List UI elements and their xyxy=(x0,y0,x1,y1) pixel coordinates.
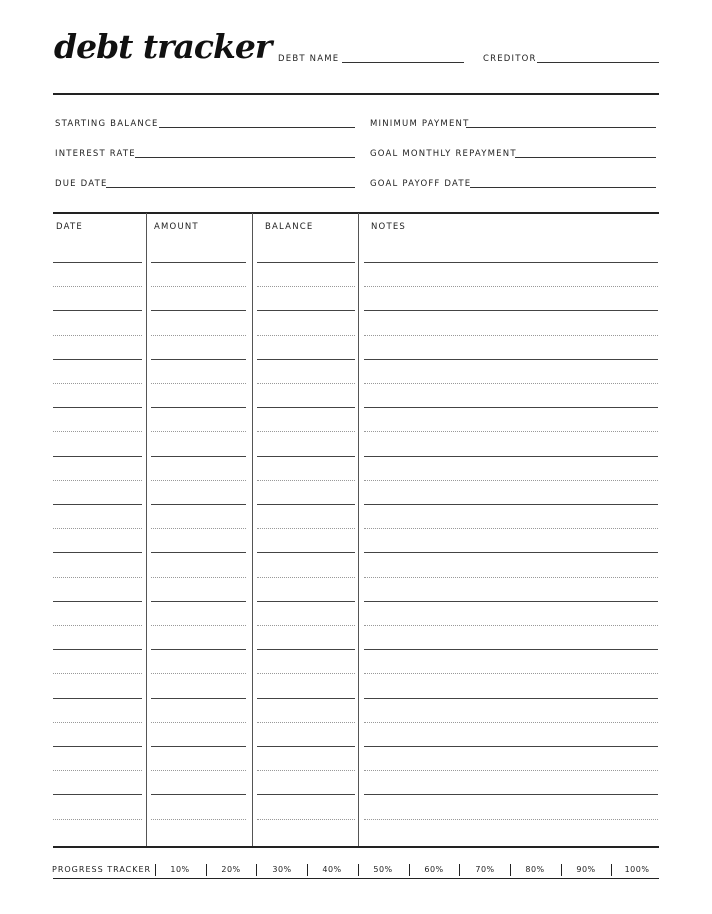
table-cell-line[interactable] xyxy=(257,673,355,674)
goal-payoff-date-label: GOAL PAYOFF DATE xyxy=(370,179,472,189)
progress-step-divider xyxy=(611,864,612,876)
creditor-label: CREDITOR xyxy=(483,54,537,64)
table-cell-line[interactable] xyxy=(151,528,246,529)
table-cell-line[interactable] xyxy=(364,335,658,336)
page-title: debt tracker xyxy=(54,27,272,66)
progress-step[interactable]: 80% xyxy=(525,865,545,874)
table-cell-line[interactable] xyxy=(364,673,658,674)
table-cell-line[interactable] xyxy=(257,746,355,747)
table-cell-line[interactable] xyxy=(151,480,246,481)
progress-step-divider xyxy=(206,864,207,876)
progress-step-divider xyxy=(155,864,156,876)
goal-monthly-repayment-field[interactable] xyxy=(515,157,656,158)
table-cell-line[interactable] xyxy=(364,504,658,505)
table-cell-line[interactable] xyxy=(53,335,142,336)
table-cell-line[interactable] xyxy=(53,819,142,820)
table-cell-line[interactable] xyxy=(364,359,658,360)
table-cell-line[interactable] xyxy=(151,794,246,795)
due-date-field[interactable] xyxy=(106,187,355,188)
progress-step[interactable]: 60% xyxy=(424,865,444,874)
column-separator xyxy=(252,213,253,846)
table-cell-line[interactable] xyxy=(151,625,246,626)
starting-balance-field[interactable] xyxy=(159,127,355,128)
table-cell-line[interactable] xyxy=(364,794,658,795)
table-cell-line[interactable] xyxy=(257,794,355,795)
progress-step[interactable]: 30% xyxy=(272,865,292,874)
table-cell-line[interactable] xyxy=(364,431,658,432)
debt-name-field[interactable] xyxy=(342,62,464,63)
table-cell-line[interactable] xyxy=(53,746,142,747)
column-header-notes: NOTES xyxy=(371,222,407,232)
table-cell-line[interactable] xyxy=(53,383,142,384)
table-cell-line[interactable] xyxy=(151,407,246,408)
table-cell-line[interactable] xyxy=(257,407,355,408)
progress-step-divider xyxy=(358,864,359,876)
table-cell-line[interactable] xyxy=(53,577,142,578)
table-cell-line[interactable] xyxy=(53,456,142,457)
progress-step-divider xyxy=(510,864,511,876)
progress-step[interactable]: 70% xyxy=(475,865,495,874)
table-cell-line[interactable] xyxy=(53,601,142,602)
table-cell-line[interactable] xyxy=(151,601,246,602)
progress-step[interactable]: 100% xyxy=(624,865,650,874)
table-cell-line[interactable] xyxy=(364,649,658,650)
table-cell-line[interactable] xyxy=(364,819,658,820)
progress-step[interactable]: 50% xyxy=(373,865,393,874)
table-cell-line[interactable] xyxy=(257,286,355,287)
column-separator xyxy=(146,213,147,846)
table-cell-line[interactable] xyxy=(364,383,658,384)
column-header-amount: AMOUNT xyxy=(154,222,199,232)
table-cell-line[interactable] xyxy=(257,431,355,432)
table-cell-line[interactable] xyxy=(151,310,246,311)
table-cell-line[interactable] xyxy=(151,819,246,820)
table-cell-line[interactable] xyxy=(364,552,658,553)
table-cell-line[interactable] xyxy=(53,722,142,723)
table-cell-line[interactable] xyxy=(257,359,355,360)
table-cell-line[interactable] xyxy=(53,407,142,408)
table-cell-line[interactable] xyxy=(364,722,658,723)
table-cell-line[interactable] xyxy=(53,480,142,481)
table-cell-line[interactable] xyxy=(257,310,355,311)
table-cell-line[interactable] xyxy=(151,262,246,263)
interest-rate-label: INTEREST RATE xyxy=(55,149,136,159)
table-bottom-divider xyxy=(53,846,659,848)
table-cell-line[interactable] xyxy=(257,819,355,820)
goal-payoff-date-field[interactable] xyxy=(470,187,656,188)
table-cell-line[interactable] xyxy=(151,286,246,287)
table-cell-line[interactable] xyxy=(53,504,142,505)
table-cell-line[interactable] xyxy=(151,770,246,771)
table-cell-line[interactable] xyxy=(257,577,355,578)
table-cell-line[interactable] xyxy=(364,310,658,311)
progress-step-divider xyxy=(256,864,257,876)
table-cell-line[interactable] xyxy=(364,286,658,287)
minimum-payment-label: MINIMUM PAYMENT xyxy=(370,119,470,129)
table-cell-line[interactable] xyxy=(151,649,246,650)
table-cell-line[interactable] xyxy=(257,335,355,336)
goal-monthly-repayment-label: GOAL MONTHLY REPAYMENT xyxy=(370,149,517,159)
table-cell-line[interactable] xyxy=(364,480,658,481)
due-date-label: DUE DATE xyxy=(55,179,108,189)
table-cell-line[interactable] xyxy=(151,456,246,457)
table-cell-line[interactable] xyxy=(257,770,355,771)
table-cell-line[interactable] xyxy=(257,552,355,553)
table-cell-line[interactable] xyxy=(53,359,142,360)
table-cell-line[interactable] xyxy=(53,552,142,553)
progress-tracker-label: PROGRESS TRACKER xyxy=(52,865,152,874)
table-cell-line[interactable] xyxy=(151,746,246,747)
table-cell-line[interactable] xyxy=(364,456,658,457)
table-cell-line[interactable] xyxy=(151,504,246,505)
progress-step[interactable]: 40% xyxy=(322,865,342,874)
table-cell-line[interactable] xyxy=(257,480,355,481)
table-cell-line[interactable] xyxy=(364,770,658,771)
table-cell-line[interactable] xyxy=(257,528,355,529)
table-cell-line[interactable] xyxy=(151,673,246,674)
progress-step-divider xyxy=(459,864,460,876)
progress-step-divider xyxy=(561,864,562,876)
interest-rate-field[interactable] xyxy=(135,157,355,158)
table-cell-line[interactable] xyxy=(53,625,142,626)
table-cell-line[interactable] xyxy=(53,649,142,650)
table-cell-line[interactable] xyxy=(53,262,142,263)
table-cell-line[interactable] xyxy=(257,649,355,650)
minimum-payment-field[interactable] xyxy=(466,127,656,128)
table-cell-line[interactable] xyxy=(364,528,658,529)
progress-step-divider xyxy=(307,864,308,876)
table-cell-line[interactable] xyxy=(151,698,246,699)
table-cell-line[interactable] xyxy=(53,431,142,432)
progress-baseline xyxy=(53,878,659,879)
debt-name-label: DEBT NAME xyxy=(278,54,340,64)
table-cell-line[interactable] xyxy=(257,504,355,505)
table-cell-line[interactable] xyxy=(257,625,355,626)
table-cell-line[interactable] xyxy=(364,601,658,602)
column-header-date: DATE xyxy=(56,222,83,232)
table-cell-line[interactable] xyxy=(151,359,246,360)
progress-step[interactable]: 20% xyxy=(221,865,241,874)
table-cell-line[interactable] xyxy=(364,625,658,626)
progress-step[interactable]: 90% xyxy=(576,865,596,874)
progress-step[interactable]: 10% xyxy=(170,865,190,874)
column-header-balance: BALANCE xyxy=(265,222,314,232)
table-cell-line[interactable] xyxy=(257,601,355,602)
table-cell-line[interactable] xyxy=(151,577,246,578)
table-cell-line[interactable] xyxy=(364,407,658,408)
table-cell-line[interactable] xyxy=(257,722,355,723)
table-cell-line[interactable] xyxy=(257,262,355,263)
table-cell-line[interactable] xyxy=(53,286,142,287)
table-cell-line[interactable] xyxy=(53,528,142,529)
table-cell-line[interactable] xyxy=(53,310,142,311)
table-cell-line[interactable] xyxy=(53,770,142,771)
table-cell-line[interactable] xyxy=(364,577,658,578)
table-cell-line[interactable] xyxy=(364,262,658,263)
table-cell-line[interactable] xyxy=(53,673,142,674)
table-cell-line[interactable] xyxy=(257,456,355,457)
table-cell-line[interactable] xyxy=(364,746,658,747)
table-cell-line[interactable] xyxy=(53,698,142,699)
starting-balance-label: STARTING BALANCE xyxy=(55,119,159,129)
progress-step-divider xyxy=(409,864,410,876)
table-cell-line[interactable] xyxy=(151,335,246,336)
header-divider xyxy=(53,93,659,95)
table-cell-line[interactable] xyxy=(257,698,355,699)
table-cell-line[interactable] xyxy=(151,722,246,723)
table-cell-line[interactable] xyxy=(53,794,142,795)
table-cell-line[interactable] xyxy=(257,383,355,384)
creditor-field[interactable] xyxy=(537,62,659,63)
table-cell-line[interactable] xyxy=(364,698,658,699)
table-cell-line[interactable] xyxy=(151,552,246,553)
table-cell-line[interactable] xyxy=(151,383,246,384)
table-cell-line[interactable] xyxy=(151,431,246,432)
column-separator xyxy=(358,213,359,846)
table-top-divider xyxy=(53,212,659,214)
